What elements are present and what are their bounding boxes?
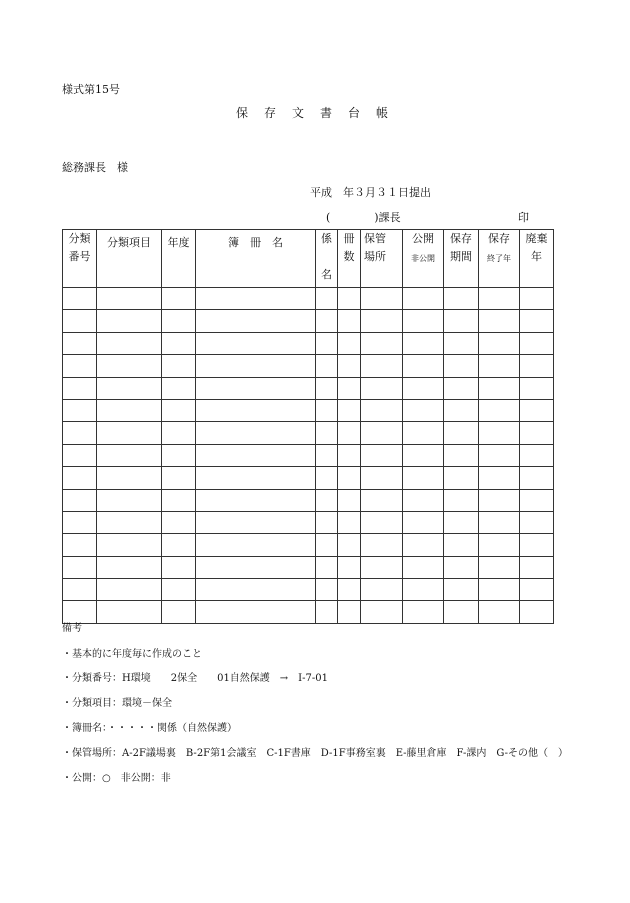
table-cell	[97, 399, 162, 421]
table-cell	[162, 399, 196, 421]
table-cell	[361, 399, 403, 421]
table-cell	[316, 422, 338, 444]
table-cell	[444, 310, 479, 332]
seal-mark: 印	[518, 211, 529, 224]
table-cell	[361, 332, 403, 354]
page-title	[236, 104, 404, 121]
table-cell	[196, 489, 316, 511]
header-row	[63, 230, 554, 288]
table-cell	[444, 422, 479, 444]
table-cell	[479, 579, 520, 601]
table-cell	[338, 422, 361, 444]
table-cell	[97, 556, 162, 578]
table-cell	[97, 310, 162, 332]
table-row	[63, 444, 554, 466]
table-row	[63, 332, 554, 354]
col-header-retention-period: 保存 期間	[444, 230, 479, 288]
form-number: 様式第15号	[62, 83, 120, 96]
title-char: 書	[320, 106, 333, 120]
table-cell	[196, 601, 316, 623]
table-cell	[162, 444, 196, 466]
table-cell	[338, 355, 361, 377]
table-cell	[97, 332, 162, 354]
col-header-storage-place: 保管 場所	[361, 230, 403, 288]
col-header-retention-end: 保存 終了年	[479, 230, 520, 288]
table-cell	[338, 467, 361, 489]
table-cell	[63, 556, 97, 578]
table-cell	[444, 601, 479, 623]
note-item: ・分類項目：環境－保全	[62, 698, 172, 709]
table-cell	[316, 489, 338, 511]
table-cell	[444, 444, 479, 466]
table-cell	[361, 310, 403, 332]
table-cell	[316, 288, 338, 310]
table-cell	[520, 467, 554, 489]
table-row	[63, 467, 554, 489]
table-cell	[403, 332, 444, 354]
table-cell	[63, 377, 97, 399]
table-cell	[444, 556, 479, 578]
table-cell	[162, 288, 196, 310]
table-cell	[63, 511, 97, 533]
table-cell	[520, 534, 554, 556]
col-header-class-item: 分類項目	[97, 230, 162, 288]
table-cell	[338, 511, 361, 533]
table-cell	[520, 556, 554, 578]
title-char: 存	[264, 106, 277, 120]
table-cell	[316, 511, 338, 533]
table-cell	[316, 355, 338, 377]
table-cell	[97, 422, 162, 444]
table-cell	[403, 489, 444, 511]
col-header-disposal-year: 廃棄 年	[520, 230, 554, 288]
table-cell	[520, 377, 554, 399]
table-cell	[63, 355, 97, 377]
table-cell	[361, 377, 403, 399]
table-cell	[196, 534, 316, 556]
table-cell	[479, 511, 520, 533]
table-cell	[444, 288, 479, 310]
table-cell	[97, 444, 162, 466]
table-cell	[520, 310, 554, 332]
table-cell	[520, 355, 554, 377]
submission-date: 平成 年３月３１日提出	[310, 186, 431, 199]
table-cell	[316, 534, 338, 556]
note-item: ・分類番号：H環境 2保全 01自然保護 → I-7-01	[62, 673, 328, 684]
table-cell	[97, 601, 162, 623]
table-cell	[338, 534, 361, 556]
table-cell	[162, 422, 196, 444]
table-cell	[162, 355, 196, 377]
table-cell	[316, 579, 338, 601]
table-row	[63, 355, 554, 377]
table-cell	[444, 399, 479, 421]
table-cell	[97, 579, 162, 601]
table-row	[63, 489, 554, 511]
table-cell	[196, 579, 316, 601]
table-cell	[479, 444, 520, 466]
table-cell	[403, 556, 444, 578]
table-cell	[162, 377, 196, 399]
table-cell	[338, 601, 361, 623]
manager-line: ( )課長	[326, 211, 401, 224]
table-cell	[63, 489, 97, 511]
table-cell	[479, 601, 520, 623]
table-cell	[97, 489, 162, 511]
table-cell	[196, 444, 316, 466]
table-cell	[162, 534, 196, 556]
table-cell	[316, 332, 338, 354]
table-cell	[361, 288, 403, 310]
table-cell	[338, 310, 361, 332]
table-cell	[316, 399, 338, 421]
table-cell	[403, 288, 444, 310]
table-cell	[520, 579, 554, 601]
table-cell	[97, 355, 162, 377]
table-cell	[403, 511, 444, 533]
table-cell	[479, 489, 520, 511]
table-cell	[403, 399, 444, 421]
col-header-disclosure: 公開 非公開	[403, 230, 444, 288]
table-cell	[196, 355, 316, 377]
table-cell	[162, 601, 196, 623]
table-cell	[479, 355, 520, 377]
table-cell	[403, 534, 444, 556]
table-cell	[338, 399, 361, 421]
table-row	[63, 556, 554, 578]
col-header-class-number: 分類 番号	[63, 230, 97, 288]
table-row	[63, 579, 554, 601]
table-cell	[162, 310, 196, 332]
table-cell	[479, 422, 520, 444]
table-cell	[196, 332, 316, 354]
table-cell	[520, 399, 554, 421]
table-cell	[479, 467, 520, 489]
table-cell	[520, 288, 554, 310]
table-cell	[316, 556, 338, 578]
table-cell	[97, 288, 162, 310]
table-cell	[361, 444, 403, 466]
table-cell	[196, 422, 316, 444]
table-cell	[520, 511, 554, 533]
table-cell	[97, 511, 162, 533]
table-cell	[162, 467, 196, 489]
table-cell	[162, 489, 196, 511]
table-cell	[403, 579, 444, 601]
addressee: 総務課長 様	[62, 161, 128, 174]
table-cell	[444, 377, 479, 399]
title-char: 文	[292, 106, 305, 120]
table-row	[63, 534, 554, 556]
table-cell	[444, 332, 479, 354]
table-cell	[63, 579, 97, 601]
notes-heading: 備考	[62, 623, 82, 634]
table-cell	[403, 355, 444, 377]
table-cell	[403, 422, 444, 444]
table-cell	[444, 467, 479, 489]
table-row	[63, 288, 554, 310]
table-cell	[338, 444, 361, 466]
table-cell	[63, 601, 97, 623]
table-cell	[97, 377, 162, 399]
table-cell	[316, 444, 338, 466]
table-cell	[63, 399, 97, 421]
table-cell	[444, 355, 479, 377]
table-cell	[316, 467, 338, 489]
table-cell	[338, 377, 361, 399]
table-cell	[520, 489, 554, 511]
table-cell	[196, 511, 316, 533]
table-cell	[361, 579, 403, 601]
title-char: 帳	[376, 106, 389, 120]
col-header-volumes: 冊 数	[338, 230, 361, 288]
table-cell	[63, 422, 97, 444]
table-cell	[63, 332, 97, 354]
table-cell	[479, 332, 520, 354]
table-cell	[361, 601, 403, 623]
table-cell	[97, 534, 162, 556]
table-cell	[403, 467, 444, 489]
table-cell	[403, 377, 444, 399]
table-cell	[338, 332, 361, 354]
table-cell	[338, 556, 361, 578]
table-cell	[444, 534, 479, 556]
table-cell	[361, 355, 403, 377]
table-row	[63, 422, 554, 444]
table-cell	[361, 422, 403, 444]
table-cell	[196, 377, 316, 399]
table-cell	[361, 467, 403, 489]
col-header-section: 係 名	[316, 230, 338, 288]
table-cell	[444, 489, 479, 511]
table-cell	[97, 467, 162, 489]
table-cell	[316, 377, 338, 399]
table-cell	[162, 332, 196, 354]
table-cell	[479, 399, 520, 421]
table-cell	[338, 489, 361, 511]
table-cell	[403, 601, 444, 623]
table-cell	[361, 489, 403, 511]
table-cell	[444, 511, 479, 533]
table-cell	[316, 310, 338, 332]
table-cell	[338, 288, 361, 310]
note-item: ・基本的に年度毎に作成のこと	[62, 649, 202, 660]
table-cell	[361, 511, 403, 533]
table-row	[63, 310, 554, 332]
table-row	[63, 601, 554, 623]
note-item: ・保管場所：A-2F議場裏 B-2F第1会議室 C-1F書庫 D-1F事務室裏 E-藤里倉庫 F-課内 G-その他（ ）	[62, 748, 568, 759]
table-cell	[479, 556, 520, 578]
note-item: ・簿冊名：・・・・・関係（自然保護）	[62, 723, 237, 734]
table-cell	[403, 444, 444, 466]
table-cell	[63, 288, 97, 310]
table-cell	[479, 534, 520, 556]
table-cell	[162, 511, 196, 533]
table-cell	[520, 444, 554, 466]
table-cell	[520, 332, 554, 354]
table-cell	[444, 579, 479, 601]
table-cell	[520, 601, 554, 623]
table-cell	[162, 579, 196, 601]
table-cell	[316, 601, 338, 623]
table-cell	[196, 467, 316, 489]
ledger-table	[62, 229, 554, 624]
table-row	[63, 399, 554, 421]
table-cell	[196, 310, 316, 332]
table-cell	[403, 310, 444, 332]
table-row	[63, 377, 554, 399]
table-cell	[479, 377, 520, 399]
table-cell	[196, 399, 316, 421]
table-cell	[361, 556, 403, 578]
table-cell	[63, 444, 97, 466]
title-char: 保	[236, 106, 249, 120]
table-cell	[196, 288, 316, 310]
note-item: ・公開：○ 非公開：非	[62, 773, 171, 784]
table-row	[63, 511, 554, 533]
table-cell	[361, 534, 403, 556]
table-cell	[63, 467, 97, 489]
ledger-body	[63, 288, 554, 624]
table-cell	[338, 579, 361, 601]
table-cell	[479, 310, 520, 332]
table-cell	[162, 556, 196, 578]
table-cell	[479, 288, 520, 310]
table-cell	[63, 310, 97, 332]
col-header-book-name: 簿 冊 名	[196, 230, 316, 288]
title-char: 台	[348, 106, 361, 120]
table-cell	[196, 556, 316, 578]
table-cell	[63, 534, 97, 556]
col-header-year: 年度	[162, 230, 196, 288]
table-cell	[520, 422, 554, 444]
